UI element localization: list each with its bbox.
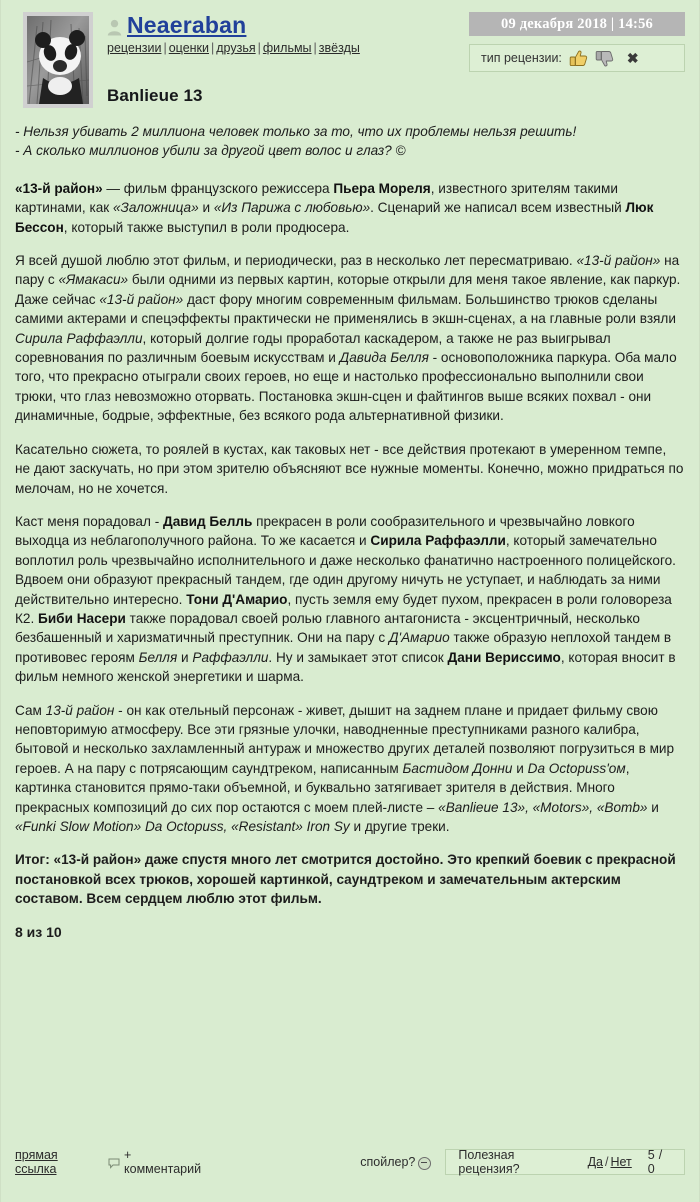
text: даст фору многим современным фильмам. Большинство трюков сделаны самими актерами и спецэффекты практически не применялись в экшн-сценах, а на главные роли взяли <box>15 291 676 327</box>
spoiler-toggle-icon[interactable] <box>418 1157 431 1170</box>
review-quote <box>15 122 685 161</box>
text: прекрасен в роли сообразительного и чрезвычайно ловкого выходца из неблагополучного района. То же касается и <box>15 513 635 549</box>
text: , который также выступил в роли продюсера. <box>63 219 350 235</box>
person-name: Пьера Мореля <box>333 180 431 196</box>
film-title-mention: «13-й район» <box>576 253 661 269</box>
text: и <box>177 649 193 665</box>
sidebar-item-reviews[interactable]: рецензии <box>107 41 162 55</box>
useful-vote-group <box>588 1155 632 1169</box>
film-title-mention: «Заложница» <box>112 200 199 216</box>
person-name: Люк Бессон <box>15 200 654 235</box>
thumbs-up-icon[interactable] <box>569 50 588 67</box>
person-name: Тони Д'Амарио <box>186 591 288 607</box>
person-name: Сирила Раффаэлли <box>370 533 506 549</box>
text: — фильм французского режиссера <box>102 180 334 196</box>
user-icon <box>107 19 122 36</box>
review-paragraph-1 <box>15 179 685 237</box>
review-paragraph-3: Касательно сюжета, то роялей в кустах, как таковых нет - все действия протекают в умеренном темпе, не дают заскучать, но при этом зрителю объясняют все нужные моменты. Конечно, можно придраться по мелочам, но не хочется. <box>15 441 684 496</box>
text: были одними из первых картин, которые открыли для меня такое явление, как паркур. Даже сейчас <box>15 272 681 307</box>
username-link[interactable]: Neaeraban <box>127 11 247 38</box>
text: , известного зрителям такими картинами, как <box>15 180 618 216</box>
text: и <box>512 760 528 776</box>
film-title-mention: «13-й район» <box>15 180 103 196</box>
film-title-mention: «13-й район» <box>99 291 184 307</box>
nav-separator: | <box>257 41 261 55</box>
review-paragraph-2 <box>15 251 685 426</box>
person-name: Бастидом Донни <box>402 760 513 776</box>
person-name: Биби Насери <box>38 610 126 626</box>
useful-review-box <box>445 1149 685 1175</box>
text: и <box>647 799 659 815</box>
vote-yes-link[interactable]: Да <box>587 1155 603 1169</box>
person-name: Сирила Раффаэлли <box>15 330 143 346</box>
close-icon[interactable]: ✖ <box>626 50 639 66</box>
comment-bubble-icon <box>108 1158 120 1168</box>
text: , который долгие годы проработал каскадером, а также не раз выигрывал соревнования по различным боевым искусствам и <box>15 330 611 366</box>
vote-no-link[interactable]: Нет <box>610 1155 632 1169</box>
review-date: 09 декабря 2018 | 14:56 <box>469 12 685 36</box>
spoiler-label: спойлер? <box>360 1155 416 1169</box>
person-name: Da Octopuss'ом <box>527 760 626 776</box>
review-type-box <box>469 44 685 72</box>
useful-review-label: Полезная рецензия? <box>458 1148 520 1176</box>
person-name: Белля <box>138 649 178 665</box>
text: , пусть земля ему будет пухом, прекрасен в роли головореза К2. <box>15 591 672 626</box>
person-name: Д'Амарио <box>388 630 450 646</box>
user-nav <box>107 41 360 55</box>
thumbs-down-icon[interactable] <box>595 50 614 67</box>
track-list: «Funki Slow Motion» Da Octopuss, «Resistant» Iron Sy <box>15 819 350 834</box>
film-title-mention: «Ямакаси» <box>58 272 129 288</box>
text: также образую неплохой тандем в противовес героям <box>15 630 672 665</box>
avatar[interactable] <box>23 12 93 108</box>
review-paragraph-5 <box>15 701 685 837</box>
review-body <box>1 122 699 942</box>
permalink-link[interactable]: прямая ссылка <box>15 1148 58 1176</box>
text: Я всей душой люблю этот фильм, и периодически, раз в несколько лет пересматриваю. <box>15 253 577 269</box>
review-paragraph-4 <box>15 512 685 687</box>
vote-separator: / <box>605 1155 609 1169</box>
nav-separator: | <box>163 41 167 55</box>
spoiler-toggle[interactable] <box>360 1155 431 1169</box>
text: - основоположника паркура. Оба мало того, что прекрасно отыграли своих героев, но еще и настолько профессионально выполнили свои трюки, что глаз невозможно оторвать. Постановка экшн-сцен и файтингов выше всяких похвал - они динамичные, бодрые, эффектные, без всякого рода альтернативной физики. <box>15 350 677 424</box>
person-name: Раффаэлли <box>192 649 269 665</box>
text: , который замечательно воплотил роль чрезвычайно исполнительного и даже несколько фанатично настроенного полицейского. Вдвоем они образуют прекрасный тандем, где один другому ничуть не уступает, и наблюдать за ними действительно интересно. <box>15 533 676 607</box>
film-title-mention: 13-й район <box>45 702 115 718</box>
review-footer <box>1 1148 699 1176</box>
avatar-image <box>27 16 89 104</box>
sidebar-item-friends[interactable]: друзья <box>216 41 256 55</box>
film-title-mention: «Из Парижа с любовью» <box>213 200 371 216</box>
text: и <box>198 200 214 216</box>
quote-line-2: - А сколько миллионов убили за другой цвет волос и глаз? © <box>15 143 406 159</box>
track-list: «Banlieue 13», «Motors», «Bomb» <box>438 799 648 815</box>
text: , картинка становится прямо-таки объемной, и буквально затягивает зрителя в действия. Много прекрасных композиций до сих пор остаются с моем плей-листе – <box>15 760 630 815</box>
text: Сам <box>15 702 46 718</box>
review-header <box>1 0 699 122</box>
text: - он как отельный персонаж - живет, дышит на заднем плане и придает фильму свою неповторимую атмосферу. Все эти грязные улочки, наводненные преступниками разного калибра, бытовой и несколько захламленный антураж и множество других деталей позволяют погрузиться в мир героев. А на пару с потрясающим саундтреком, написанным <box>15 702 675 776</box>
vote-counts: 5 / 0 <box>647 1148 663 1176</box>
text: также порадовал своей ролью главного антагониста - эксцентричный, несколько безбашенный и харизматичный преступник. Они на пару с <box>15 610 640 646</box>
nav-separator: | <box>313 41 317 55</box>
review-type-label: тип рецензии: <box>481 51 562 65</box>
person-name: Давид Белль <box>163 513 253 529</box>
text: на пару с <box>15 253 680 288</box>
sidebar-item-ratings[interactable]: оценки <box>168 41 210 55</box>
text: и другие треки. <box>349 819 450 834</box>
user-block <box>107 10 360 55</box>
text: . Сценарий же написал всем известный <box>370 200 626 216</box>
sidebar-item-stars[interactable]: звёзды <box>318 41 360 55</box>
person-name: Давида Белля <box>339 350 429 366</box>
nav-separator: | <box>211 41 215 55</box>
person-name: Дани Вериссимо <box>447 649 561 665</box>
text: , которая вносит в фильм немного женской энергетики и шарма. <box>15 649 676 685</box>
sidebar-item-films[interactable]: фильмы <box>262 41 312 55</box>
add-comment-button[interactable]: + комментарий <box>124 1148 202 1176</box>
review-rating: 8 из 10 <box>15 923 62 940</box>
quote-line-1: - Нельзя убивать 2 миллиона человек только за то, что их проблемы нельзя решить! <box>15 124 577 139</box>
page-title: Banlieue 13 <box>107 86 203 105</box>
text: . Ну и замыкает этот список <box>268 649 448 665</box>
review-conclusion: Итог: «13-й район» даже спустя много лет смотрится достойно. Это крепкий боевик с прекрасной постановкой всех трюков, хорошей картинкой, саундтреком и замечательным актерским составом. Всем сердцем люблю этот фильм. <box>15 852 676 907</box>
text: Каст меня порадовал - <box>15 513 164 529</box>
